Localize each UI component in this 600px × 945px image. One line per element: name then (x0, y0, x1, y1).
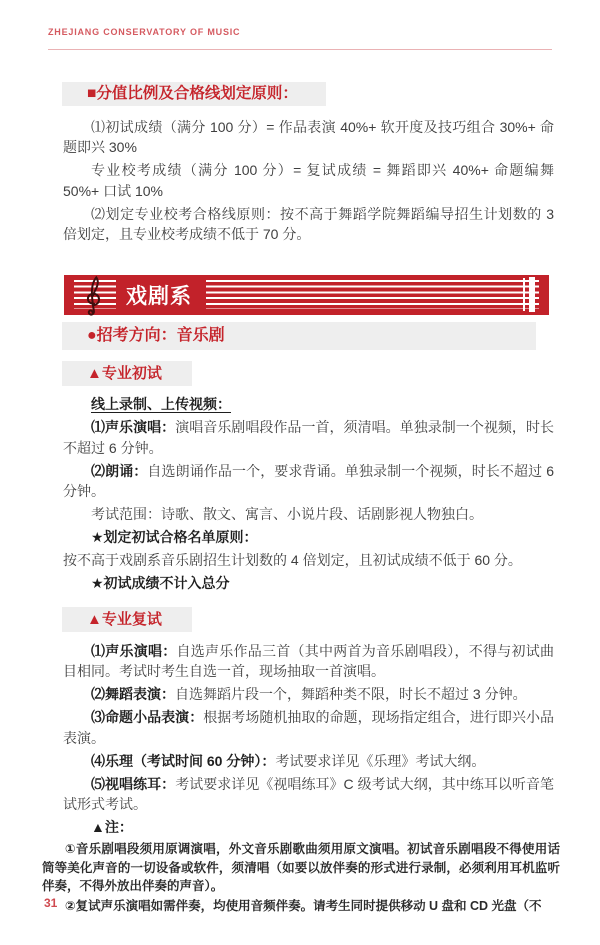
section-title-score-rules: ■分值比例及合格线划定原则： (62, 82, 326, 106)
paragraph-sketch-performance-r2: ⑶命题小品表演：根据考场随机抽取的命题，现场指定组合，进行即兴小品表演。 (63, 709, 554, 746)
subheader-online-recording-text: 线上录制、上传视频： (91, 396, 231, 412)
paragraph-note-header: ▲注： (91, 819, 133, 835)
paragraph-passline-rule: ⑵划定专业校考合格线原则：按不高于舞蹈学院舞蹈编导招生计划数的 3 倍划定，且专业校考成绩不低于 70 分。 (63, 205, 554, 242)
paragraph-pass-rule-title-r1: ★划定初试合格名单原则： (91, 529, 258, 545)
department-name: 戏剧系 (126, 284, 192, 308)
final-barline-thick (529, 277, 535, 312)
section-title-preliminary-exam: ▲专业初试 (62, 361, 192, 386)
final-barline-thin (523, 278, 525, 311)
treble-clef-icon (82, 273, 106, 317)
paragraph-initial-score-formula: ⑴初试成绩（满分 100 分）= 作品表演 40%+ 软开度及技巧组合 30%+ 命题即兴 30% (63, 118, 554, 155)
paragraph-sight-singing-r2: ⑸视唱练耳：考试要求详见《视唱练耳》C 级考试大纲，其中练耳以听音笔试形式考试。 (63, 775, 554, 812)
note-2: ②复试声乐演唱如需伴奏，均使用音频伴奏。请考生同时提供移动 U 盘和 CD 光盘（不 (65, 898, 542, 913)
staff-lines-right (206, 280, 539, 309)
subheader-online-recording (63, 394, 554, 415)
paragraph-recitation-r1: ⑵朗诵：自选朗诵作品一个，要求背诵。单独录制一个视频，时长不超过 6 分钟。 (63, 462, 554, 499)
paragraph-score-note-r1: ★初试成绩不计入总分 (91, 575, 230, 591)
paragraph-dance-performance-r2: ⑵舞蹈表演：自选舞蹈片段一个，舞蹈种类不限，时长不超过 3 分钟。 (91, 686, 527, 702)
paragraph-exam-scope-r1: 考试范围：诗歌、散文、寓言、小说片段、话剧影视人物独白。 (91, 506, 483, 522)
school-name: ZHEJIANG CONSERVATORY OF MUSIC (48, 27, 241, 37)
paragraph-pass-rule-text-r1: 按不高于戏剧系音乐剧招生计划数的 4 倍划定，且初试成绩不低于 60 分。 (63, 552, 522, 568)
section-title-final-exam: ▲专业复试 (62, 607, 192, 632)
paragraph-school-exam-formula: 专业校考成绩（满分 100 分）= 复试成绩 = 舞蹈即兴 40%+ 命题编舞 50%+ 口试 10% (63, 162, 554, 199)
note-1: ①音乐剧唱段须用原调演唱，外文音乐剧歌曲须用原文演唱。初试音乐剧唱段不得使用话筒等美化声音的一切设备或软件，须清唱（如要以放伴奏的形式进行录制，必须利用耳机监听伴奏，不得外放出伴奏的声音）。 (42, 842, 560, 893)
admission-direction-title: ●招考方向：音乐剧 (62, 322, 536, 350)
paragraph-music-theory-r2: ⑷乐理（考试时间 60 分钟）：考试要求详见《乐理》考试大纲。 (91, 752, 486, 769)
page-header (48, 22, 552, 50)
department-banner (64, 275, 549, 315)
paragraph-vocal-singing-r2: ⑴声乐演唱：自选声乐作品三首（其中两首为音乐剧唱段），不得与初试曲目相同。考试时考生自选一首，现场抽取一首演唱。 (63, 642, 554, 679)
staff-lines-left (74, 280, 116, 309)
paragraph-vocal-singing-r1: ⑴声乐演唱：演唱音乐剧唱段作品一首，须清唱。单独录制一个视频，时长不超过 6 分钟。 (63, 419, 554, 456)
notes-block (42, 840, 560, 915)
page-number: 31 (44, 896, 58, 910)
